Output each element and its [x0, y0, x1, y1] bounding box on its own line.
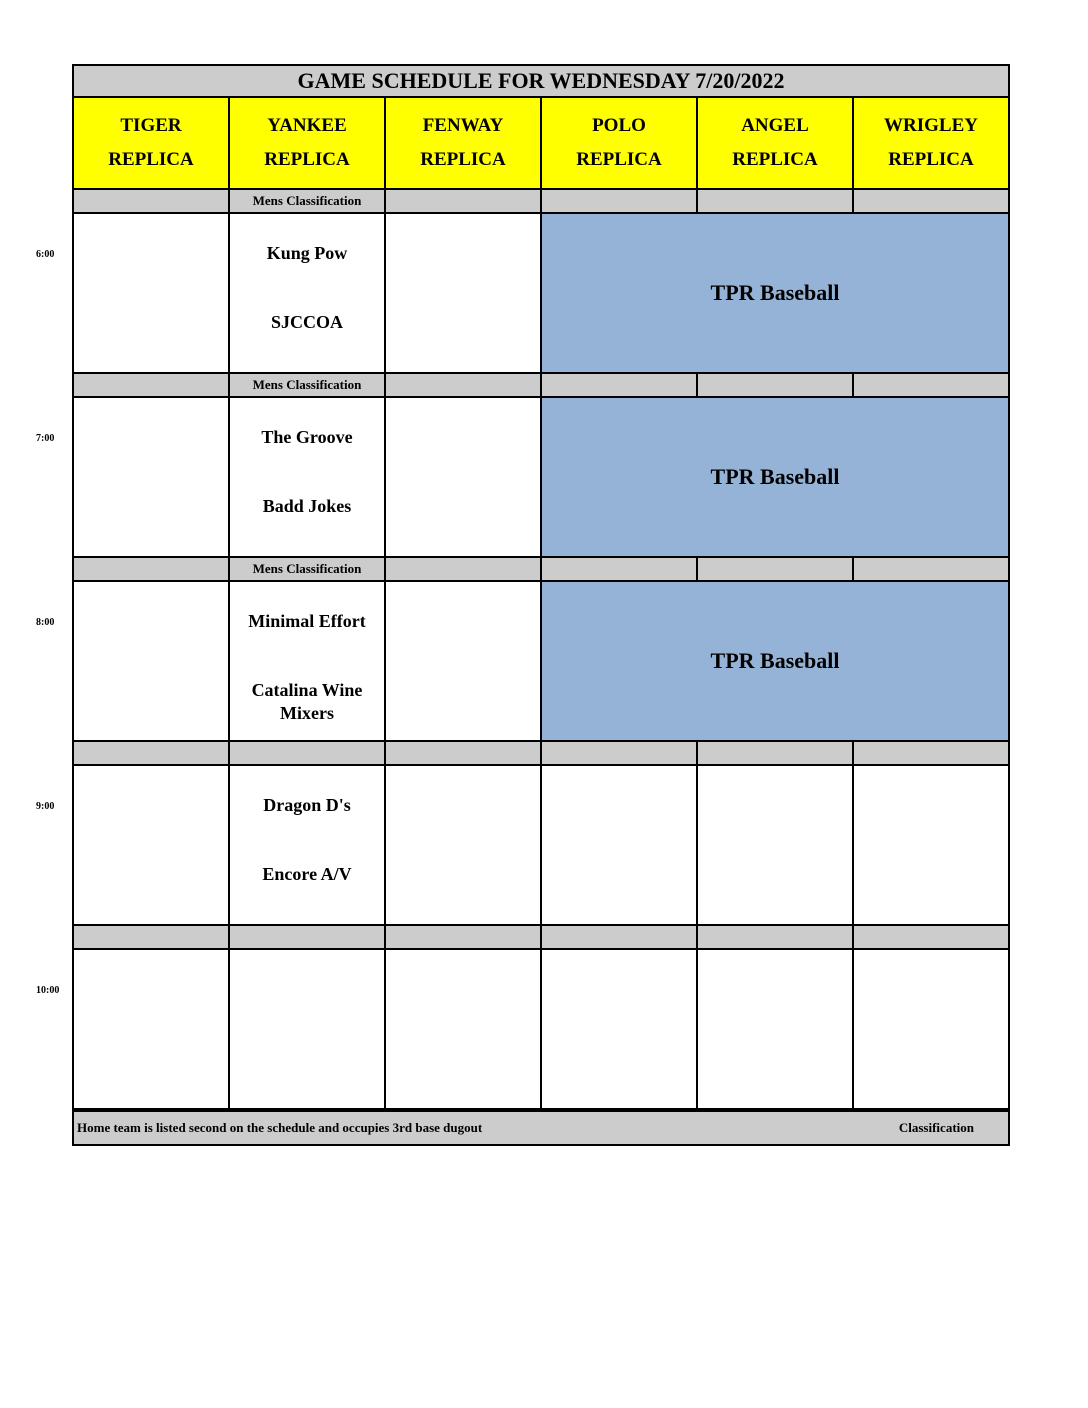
- away-team: The Groove: [261, 427, 353, 447]
- classification-strip: [852, 372, 1010, 398]
- game-cell-tiger: [72, 396, 230, 558]
- field-sub: REPLICA: [888, 149, 974, 170]
- classification-strip: [540, 556, 698, 582]
- classification-strip: [72, 924, 230, 950]
- classification-label: [228, 740, 386, 766]
- classification-strip: [72, 372, 230, 398]
- classification-strip: [540, 924, 698, 950]
- field-name: FENWAY: [422, 115, 504, 136]
- classification-strip: [540, 740, 698, 766]
- field-name: TIGER: [120, 115, 182, 136]
- classification-strip: [384, 372, 542, 398]
- classification-strip: [696, 556, 854, 582]
- away-team: Minimal Effort: [248, 611, 366, 631]
- game-cell-angel: [696, 764, 854, 926]
- home-team: Encore A/V: [262, 864, 352, 884]
- field-name: ANGEL: [741, 115, 809, 136]
- field-header-fenway: [384, 96, 542, 190]
- time-label: 6:00: [36, 249, 55, 260]
- home-team: Catalina Wine Mixers: [251, 680, 363, 723]
- footer-note: Home team is listed second on the schedule and occupies 3rd base dugout: [77, 1120, 483, 1135]
- footer-classification-label: Classification: [898, 1120, 974, 1135]
- field-header-wrigley: [852, 96, 1010, 190]
- game-cell-polo: [540, 948, 698, 1110]
- field-name: WRIGLEY: [884, 115, 978, 136]
- game-cell-yankee: [228, 948, 386, 1110]
- game-cell-yankee: [228, 396, 386, 558]
- schedule-table: [72, 64, 1010, 1146]
- classification-strip: [540, 188, 698, 214]
- game-cell-fenway: [384, 948, 542, 1110]
- classification-strip: [384, 924, 542, 950]
- game-cell-tiger: [72, 212, 230, 374]
- schedule-title: GAME SCHEDULE FOR WEDNESDAY 7/20/2022: [72, 64, 1010, 98]
- game-cell-yankee: [228, 212, 386, 374]
- game-cell-wrigley: [852, 764, 1010, 926]
- reserved-block: TPR Baseball: [540, 396, 1010, 558]
- classification-label: Mens Classification: [228, 372, 386, 398]
- away-team: Dragon D's: [263, 795, 351, 815]
- classification-strip: [852, 556, 1010, 582]
- away-team: Kung Pow: [266, 243, 348, 263]
- field-name: POLO: [592, 115, 646, 136]
- classification-strip: [852, 740, 1010, 766]
- time-label: 10:00: [36, 985, 60, 996]
- classification-strip: [540, 372, 698, 398]
- game-cell-yankee: [228, 580, 386, 742]
- classification-strip: [696, 924, 854, 950]
- game-cell-yankee: [228, 764, 386, 926]
- classification-strip: [72, 188, 230, 214]
- field-header-tiger: [72, 96, 230, 190]
- field-header-yankee: [228, 96, 386, 190]
- field-header-polo: [540, 96, 698, 190]
- time-label: 7:00: [36, 433, 55, 444]
- time-label: 9:00: [36, 801, 55, 812]
- field-sub: REPLICA: [264, 149, 350, 170]
- classification-strip: [852, 924, 1010, 950]
- game-cell-fenway: [384, 764, 542, 926]
- home-team: SJCCOA: [270, 312, 343, 332]
- classification-strip: [384, 556, 542, 582]
- classification-label: Mens Classification: [228, 556, 386, 582]
- game-cell-fenway: [384, 212, 542, 374]
- reserved-block: TPR Baseball: [540, 212, 1010, 374]
- classification-strip: [852, 188, 1010, 214]
- field-sub: REPLICA: [576, 149, 662, 170]
- field-sub: REPLICA: [420, 149, 506, 170]
- classification-label: Mens Classification: [228, 188, 386, 214]
- time-label: 8:00: [36, 617, 55, 628]
- classification-strip: [384, 188, 542, 214]
- game-cell-fenway: [384, 580, 542, 742]
- game-cell-polo: [540, 764, 698, 926]
- game-cell-fenway: [384, 396, 542, 558]
- classification-strip: [72, 556, 230, 582]
- classification-strip: [696, 188, 854, 214]
- game-cell-tiger: [72, 580, 230, 742]
- field-sub: REPLICA: [732, 149, 818, 170]
- game-cell-angel: [696, 948, 854, 1110]
- home-team: Badd Jokes: [262, 496, 352, 516]
- field-name: YANKEE: [267, 115, 347, 136]
- classification-label: [228, 924, 386, 950]
- classification-strip: [72, 740, 230, 766]
- classification-strip: [696, 740, 854, 766]
- footer-bar: [72, 1110, 1010, 1146]
- field-header-angel: [696, 96, 854, 190]
- game-cell-tiger: [72, 764, 230, 926]
- game-cell-wrigley: [852, 948, 1010, 1110]
- reserved-block: TPR Baseball: [540, 580, 1010, 742]
- classification-strip: [384, 740, 542, 766]
- classification-strip: [696, 372, 854, 398]
- game-cell-tiger: [72, 948, 230, 1110]
- field-sub: REPLICA: [108, 149, 194, 170]
